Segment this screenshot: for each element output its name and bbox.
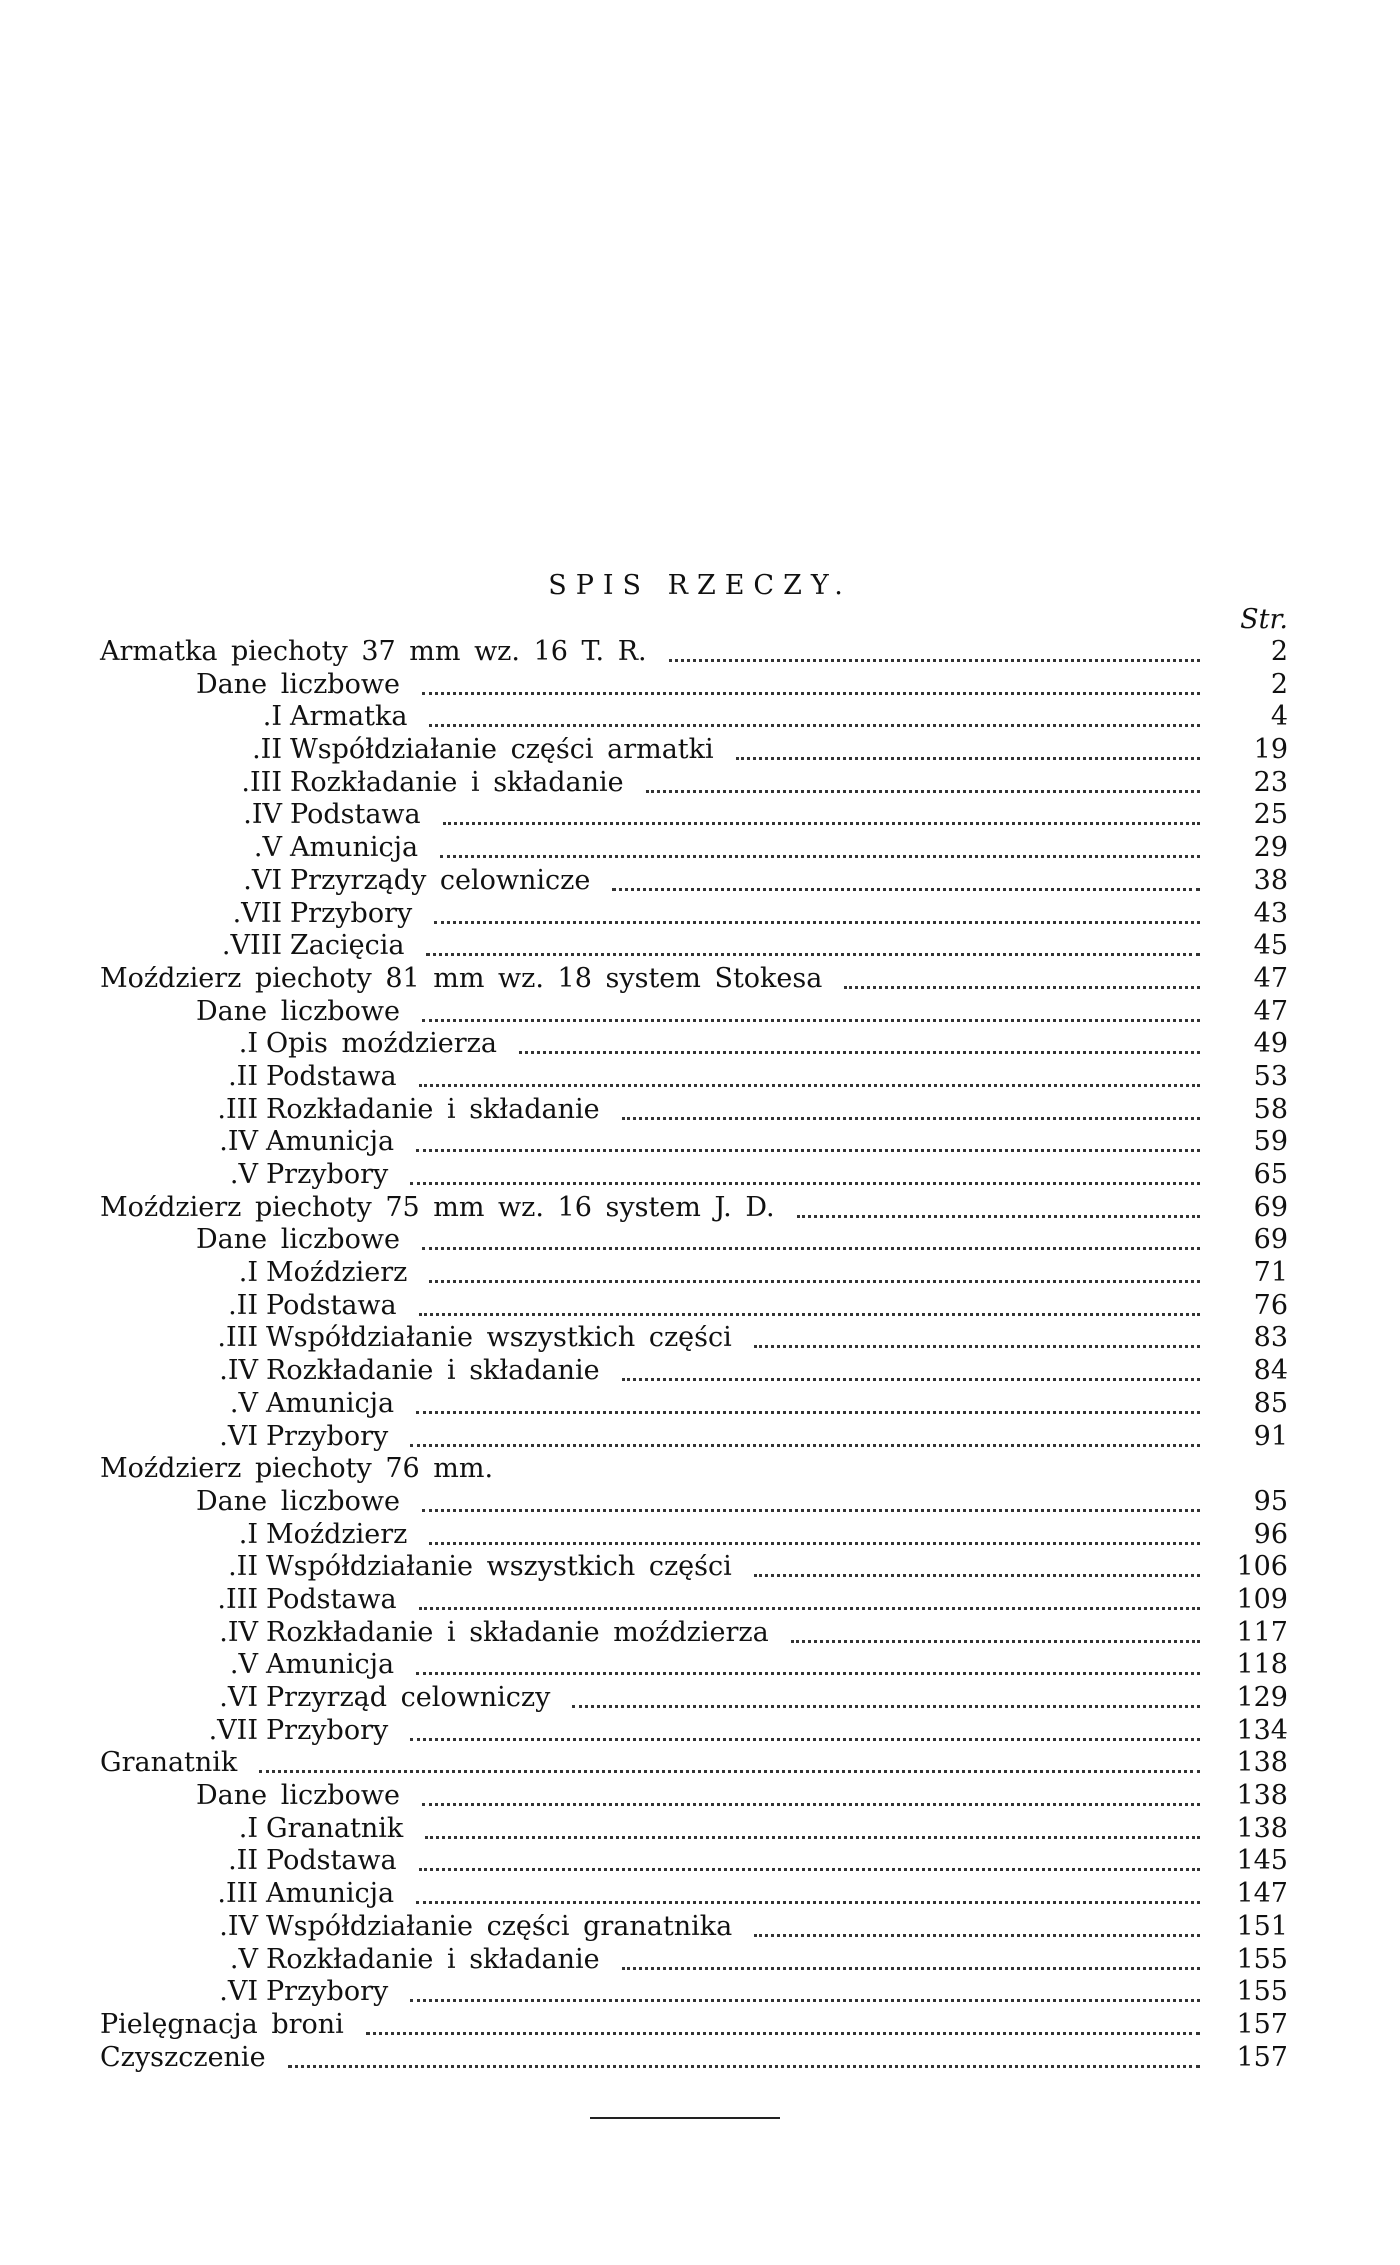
toc-entry-page: 138 [1236,1812,1288,1844]
toc-entry-title: Granatnik [100,1747,238,1779]
toc-entry: VI. Przyrządy celownicze 38 [243,864,1288,896]
toc-entry-page: 4 [1270,701,1288,733]
toc-entry-title: Opis moździerza [266,1028,497,1060]
toc-entry-page: 65 [1253,1159,1288,1190]
toc-entry-title: Dane liczbowe [196,1485,400,1517]
dot-leader [519,1051,1200,1054]
toc-entry-page: 138 [1236,1780,1288,1812]
dot-leader [429,1280,1200,1283]
toc-entry: VI. Przybory 155 [219,1976,1288,2008]
dot-leader [669,659,1200,662]
toc-entry-page: 118 [1236,1649,1288,1681]
dot-leader [288,2065,1200,2068]
toc-entry: V. Amunicja 85 [229,1387,1288,1419]
toc-entry-page: 84 [1253,1355,1288,1387]
toc-entry-page: 138 [1236,1747,1288,1779]
toc-entry [0,996,1400,1029]
toc-entry-page: 29 [1253,832,1288,864]
toc-entry-title: Podstawa [266,1583,397,1615]
toc-entry: I. Granatnik 138 [238,1812,1288,1844]
toc-entry-page: 95 [1253,1485,1288,1517]
toc-entry-page: 147 [1236,1878,1288,1910]
toc-entry-page: 45 [1253,930,1288,962]
toc-entry-page: 38 [1253,864,1288,896]
toc-entry-title: Podstawa [266,1060,397,1092]
toc-entry [0,669,1400,702]
toc-entry: I. Opis moździerza 49 [238,1028,1288,1060]
dot-leader [416,1149,1200,1152]
dot-leader [259,1770,1200,1773]
toc-entry: I. Moździerz 96 [238,1518,1288,1550]
dot-leader [426,953,1200,956]
dot-leader [416,1901,1200,1904]
toc-entry: VI. Przybory 91 [219,1420,1288,1452]
toc-entry-title: Współdziałanie części armatki [290,734,714,766]
toc-entry-title: Przybory [266,1420,389,1452]
toc-entry: IV. Amunicja 59 [219,1126,1288,1158]
toc-entry-title: Amunicja [290,832,419,864]
dot-leader [622,1967,1200,1970]
dot-leader [419,1084,1200,1087]
toc-entry-page: 71 [1253,1257,1288,1289]
dot-leader [416,1672,1200,1675]
dot-leader [754,1574,1200,1577]
toc-entry-page: 69 [1253,1224,1288,1256]
toc-entry-page: 134 [1236,1714,1288,1746]
dot-leader [646,790,1200,793]
toc-entry-title: Amunicja [266,1126,395,1158]
toc-entry-title: Rozkładanie i składanie [266,1943,600,1975]
dot-leader [797,1215,1200,1218]
dot-leader [422,1803,1200,1806]
toc-entry-page: 155 [1236,1943,1288,1975]
toc-entry [0,963,1400,996]
toc-entry-title: Moździerz piechoty 76 mm. [100,1453,494,1485]
toc-entry-title: Armatka [290,701,408,733]
dot-leader [410,1182,1200,1185]
dot-leader [440,855,1200,858]
toc-entry: II. Podstawa 76 [228,1289,1288,1321]
toc-entry: III. Współdziałanie wszystkich części 83 [217,1322,1288,1354]
toc-entry-title: Dane liczbowe [196,668,400,700]
toc-entry: VIII. Zacięcia 45 [221,930,1288,962]
toc-entry: V. Amunicja 29 [253,832,1288,864]
dot-leader [416,1411,1200,1414]
toc-entry [0,1780,1400,1813]
toc-entry-title: Moździerz [266,1518,408,1550]
dot-leader [844,986,1200,989]
toc-entry-title: Pielęgnacja broni [100,2008,344,2040]
toc-entry-page: 19 [1253,734,1288,766]
toc-entry-page: 47 [1253,995,1288,1027]
toc-entry: IV. Podstawa 25 [243,799,1288,831]
toc-entry [0,1192,1400,1225]
toc-entry-title: Granatnik [266,1812,404,1844]
toc-entry-page: 2 [1270,636,1288,667]
toc-entry-title: Rozkładanie i składanie moździerza [266,1616,769,1648]
toc-entry: II. Współdziałanie części armatki 19 [252,734,1288,766]
toc-entry-title: Podstawa [290,799,421,831]
toc-entry-page: 76 [1253,1289,1288,1321]
toc-entry-title: Podstawa [266,1289,397,1321]
dot-leader [422,692,1200,695]
toc-entry-page: 117 [1236,1616,1288,1648]
dot-leader [425,1836,1200,1839]
toc-entry: IV. Rozkładanie i składanie 84 [219,1355,1288,1387]
toc-entry: II. Współdziałanie wszystkich części 106 [228,1551,1288,1583]
toc-entry-page: 109 [1236,1583,1288,1615]
dot-leader [410,1738,1200,1741]
toc-entry-page: 23 [1253,766,1288,798]
dot-leader [410,1444,1200,1447]
dot-leader [754,1345,1200,1348]
dot-leader [419,1868,1200,1871]
toc-entry-page: 83 [1253,1322,1288,1354]
dot-leader [791,1640,1200,1643]
toc-entry [0,1453,1400,1486]
toc-entry-page: 129 [1236,1682,1288,1713]
toc-entry: III. Rozkładanie i składanie 58 [217,1093,1288,1125]
toc-entry-page: 69 [1253,1191,1288,1223]
dot-leader [419,1607,1200,1610]
toc-entry: I. Armatka 4 [262,701,1288,733]
toc-entry-title: Moździerz piechoty 75 mm wz. 16 system J. D. [100,1191,775,1223]
toc-entry: III. Rozkładanie i składanie 23 [241,766,1288,798]
toc-entry-title: Przyrządy celownicze [290,864,591,896]
toc-entry: V. Przybory 65 [229,1159,1288,1190]
toc-entry: II. Podstawa 145 [228,1845,1288,1877]
toc-entry-title: Rozkładanie i składanie [266,1355,600,1387]
toc-entry-title: Zacięcia [290,930,405,962]
toc-entry-title: Podstawa [266,1845,397,1877]
toc-entry-page: 91 [1253,1420,1288,1452]
toc-entry: II. Podstawa 53 [228,1060,1288,1092]
toc-entry: V. Rozkładanie i składanie 155 [229,1943,1288,1975]
bottom-rule [590,2117,780,2119]
toc-entry [0,1486,1400,1519]
toc-entry-page: 96 [1253,1518,1288,1550]
toc-entry-title: Współdziałanie części granatnika [266,1910,733,1942]
toc-entry-page: 145 [1236,1845,1288,1877]
toc-entry-page: 157 [1236,2041,1288,2073]
dot-leader [419,1313,1200,1316]
toc-entry-page: 157 [1236,2008,1288,2040]
toc-entry [0,2042,1400,2075]
toc-entry-title: Rozkładanie i składanie [266,1093,600,1125]
dot-leader [622,1378,1200,1381]
toc-entry-title: Przybory [290,897,413,929]
toc-entry-title: Przybory [266,1714,389,1746]
page-title: SPIS RZECZY. [548,570,852,601]
toc-entry-title: Amunicja [266,1649,395,1681]
toc-entry [0,1224,1400,1257]
toc-entry: IV. Rozkładanie i składanie moździerza 117 [219,1616,1288,1648]
dot-leader [612,888,1200,891]
toc-entry: V. Amunicja 118 [229,1649,1288,1681]
toc-entry: VII. Przybory 134 [208,1714,1288,1746]
toc-entry-title: Przyrząd celowniczy [266,1682,551,1713]
dot-leader [736,757,1200,760]
toc-entry: I. Moździerz 71 [238,1257,1288,1289]
toc-entry [0,636,1400,669]
toc-entry-title: Amunicja [266,1878,395,1910]
toc-entry-title: Dane liczbowe [196,1224,400,1256]
toc-entry-page: 85 [1253,1387,1288,1419]
toc-entry-page: 155 [1236,1976,1288,2008]
toc-entry: VI. Przyrząd celowniczy 129 [219,1682,1288,1713]
toc-entry-title: Przybory [266,1976,389,2008]
toc-entry: VII. Przybory 43 [232,897,1288,929]
toc-entry-title: Amunicja [266,1387,395,1419]
toc-entry-page: 43 [1253,897,1288,929]
toc-entry-title: Dane liczbowe [196,995,400,1027]
dot-leader [410,1999,1200,2002]
toc-entry-title: Armatka piechoty 37 mm wz. 16 T. R. [100,636,647,667]
toc-entry-title: Dane liczbowe [196,1780,400,1812]
toc-entry-page: 59 [1253,1126,1288,1158]
toc-entry-page: 2 [1270,668,1288,700]
toc-entry-page: 25 [1253,799,1288,831]
toc-entry-page: 53 [1253,1060,1288,1092]
toc-entry-page: 58 [1253,1093,1288,1125]
toc-entry-title: Moździerz [266,1257,408,1289]
toc-entry-title: Współdziałanie wszystkich części [266,1322,732,1354]
toc-entry: III. Amunicja 147 [217,1878,1288,1910]
dot-leader [434,921,1200,924]
toc-entry: III. Podstawa 109 [217,1583,1288,1615]
toc-entry-title: Moździerz piechoty 81 mm wz. 18 system Stokesa [100,962,823,994]
toc-entry-page: 106 [1236,1551,1288,1583]
dot-leader [754,1934,1200,1937]
toc-entry [0,1747,1400,1780]
toc-entry-title: Współdziałanie wszystkich części [266,1551,732,1583]
dot-leader [429,724,1200,727]
dot-leader [622,1117,1200,1120]
dot-leader [443,822,1200,825]
toc-entry-title: Przybory [266,1159,389,1190]
page-column-header: Str. [1240,604,1288,635]
toc-entry-title: Czyszczenie [100,2041,266,2073]
dot-leader [422,1509,1200,1512]
toc-entry-page: 49 [1253,1028,1288,1060]
dot-leader [366,2032,1200,2035]
dot-leader [429,1542,1200,1545]
toc-entry-page: 151 [1236,1910,1288,1942]
dot-leader [422,1247,1200,1250]
toc-entry: IV. Współdziałanie części granatnika 151 [219,1910,1288,1942]
dot-leader [572,1705,1200,1708]
toc-entry [0,2009,1400,2042]
table-of-contents [0,636,1400,2074]
toc-entry-title: Rozkładanie i składanie [290,766,624,798]
toc-entry-page: 47 [1253,962,1288,994]
dot-leader [422,1019,1200,1022]
